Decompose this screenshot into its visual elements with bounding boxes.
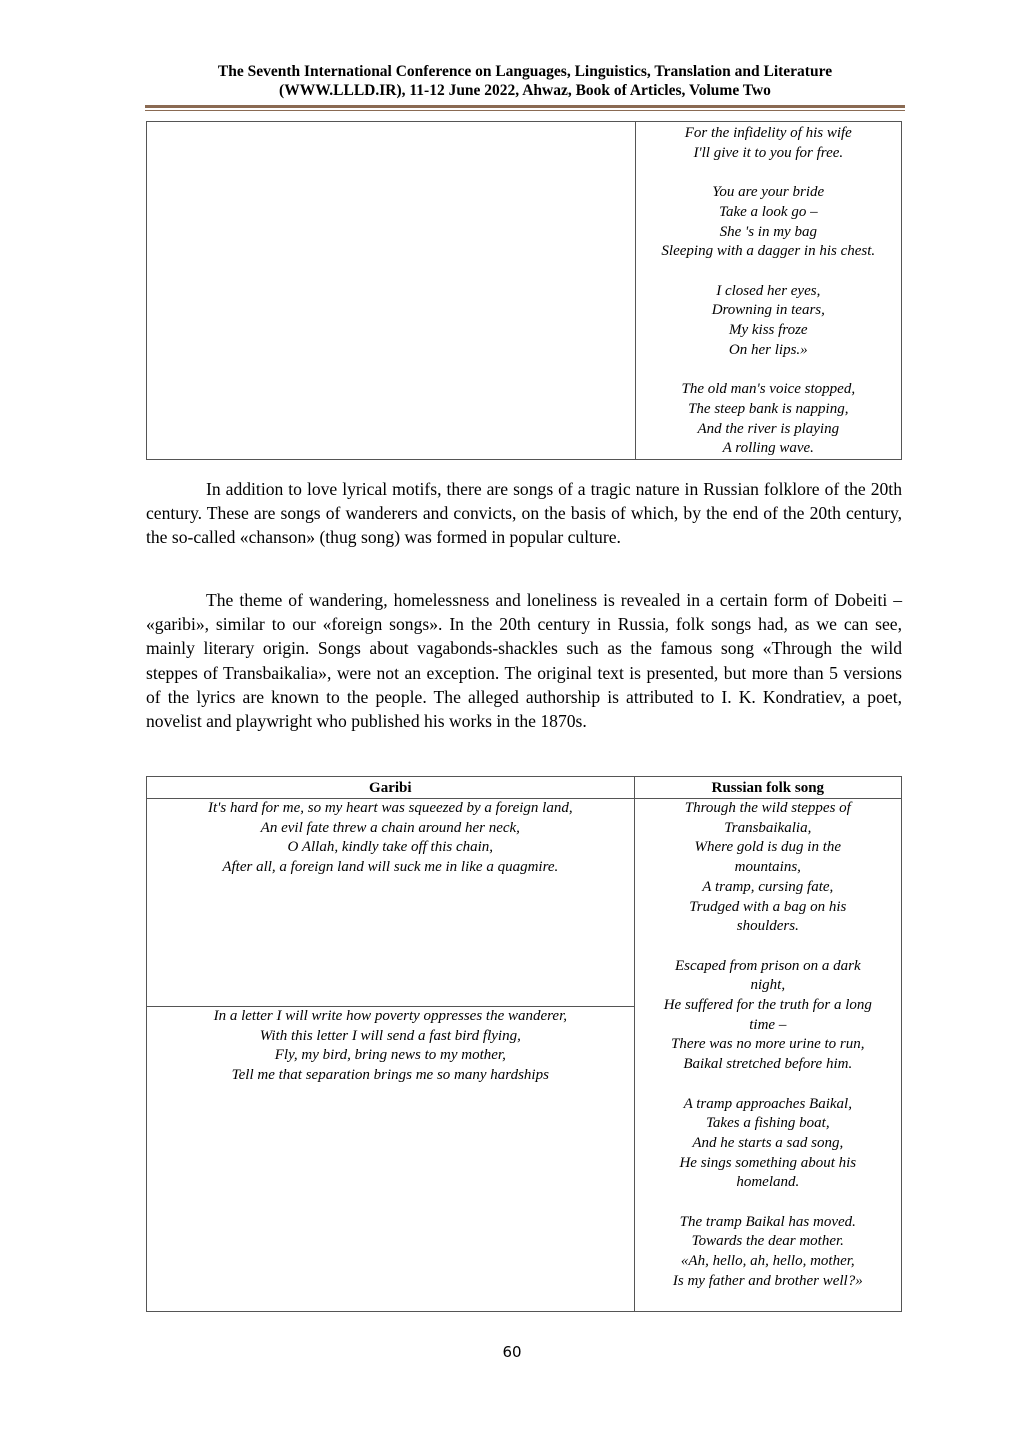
verse-line: An evil fate threw a chain around her neck, (260, 819, 520, 836)
verse-line: Trudged with a bag on his (689, 898, 847, 915)
verse-line: shoulders. (736, 918, 799, 935)
verse-line: Drowning in tears, (711, 302, 825, 319)
garibi-verse-1 (147, 799, 634, 878)
verse-line: Fly, my bird, bring news to my mother, (274, 1047, 506, 1064)
verse-line: A tramp approaches Baikal, (683, 1095, 852, 1112)
stanza (636, 124, 901, 163)
verse-line: With this letter I will send a fast bird flying, (259, 1027, 521, 1044)
header-line-1: The Seventh International Conference on Languages, Linguistics, Translation and Literature (217, 63, 833, 80)
header-line-2: (WWW.LLLD.IR), 11-12 June 2022, Ahwaz, Book of Articles, Volume Two (279, 82, 771, 99)
verse-line: Sleeping with a dagger in his chest. (661, 243, 876, 260)
column-header-russian-folk-song: Russian folk song (634, 777, 901, 799)
poem-table-continued (146, 121, 902, 460)
verse-line: time – (749, 1016, 787, 1033)
verse-line: The tramp Baikal has moved. (679, 1213, 856, 1230)
verse-line: Transbaikalia, (724, 819, 812, 836)
verse-line: In a letter I will write how poverty oppresses the wanderer, (213, 1008, 568, 1024)
verse-line: homeland. (736, 1174, 800, 1191)
verse-line: I'll give it to you for free. (693, 144, 844, 161)
verse-line: Where gold is dug in the (694, 839, 842, 856)
stanza (147, 1007, 634, 1086)
verse-line: And he starts a sad song, (692, 1134, 844, 1151)
verse-line: Takes a fishing boat, (705, 1115, 830, 1132)
poem-stanzas (636, 124, 901, 459)
verse-line: Take a look go – (718, 203, 818, 220)
stanza (636, 380, 901, 459)
folk-song-stanzas (635, 799, 901, 1292)
paragraph-wandering-theme: The theme of wandering, homelessness and loneliness is revealed in a certain form of Dobeiti – «garibi», similar to our «foreign songs». In the 20th century in Russia, folk songs had, as we can see, mainly literary origin. Songs about vagabonds-shackles such as the famous song «Through the wild steppes of Transbaikalia», were not an exception. The original text is presented, but more than 5 versions of the lyrics are known to the people. The alleged authorship is attributed to I. K. Kondratiev, a poet, novelist and playwright who published his works in the 1870s. (146, 590, 902, 732)
stanza (635, 799, 901, 937)
verse-line: She 's in my bag (719, 223, 817, 240)
verse-line: It's hard for me, so my heart was squeezed by a foreign land, (208, 800, 573, 816)
verse-line: He suffered for the truth for a long (663, 997, 872, 1014)
verse-line: He sings something about his (679, 1154, 857, 1171)
poem-cell (635, 122, 901, 460)
verse-line: «Ah, hello, ah, hello, mother, (680, 1253, 855, 1270)
verse-line: For the infidelity of his wife (684, 125, 852, 141)
verse-line: Escaped from prison on a dark (674, 957, 861, 974)
verse-line: And the river is playing (697, 420, 840, 437)
stanza (635, 1213, 901, 1292)
paragraph-tragic-songs: In addition to love lyrical motifs, there are songs of a tragic nature in Russian folklore of the 20th century. These are songs of wanderers and convicts, on the basis of which, by the end of the 20th century, the so-called «chanson» (thug song) was formed in popular culture. (146, 479, 902, 548)
conference-header (145, 62, 905, 100)
header-rule-thick (145, 105, 905, 108)
garibi-verse-2 (147, 1007, 634, 1086)
header-rule-thin (145, 110, 905, 111)
garibi-cell-1 (147, 799, 635, 1007)
verse-line: Towards the dear mother. (691, 1233, 844, 1250)
verse-line: There was no more urine to run, (671, 1036, 865, 1053)
empty-cell (147, 122, 636, 460)
garibi-cell-2 (147, 1007, 635, 1312)
stanza (636, 282, 901, 361)
verse-line: Through the wild steppes of (684, 800, 851, 816)
verse-line: A tramp, cursing fate, (702, 878, 834, 895)
stanza (147, 799, 634, 878)
stanza (635, 957, 901, 1075)
verse-line: On her lips.» (728, 341, 808, 358)
verse-line: You are your bride (712, 184, 825, 201)
verse-line: My kiss froze (728, 322, 808, 338)
verse-line: Baikal stretched before him. (683, 1056, 853, 1073)
page-number: 60 (502, 1343, 522, 1361)
comparison-table (146, 776, 902, 1312)
verse-line: A rolling wave. (722, 440, 814, 457)
verse-line: I closed her eyes, (716, 282, 821, 299)
verse-line: Is my father and brother well?» (672, 1272, 863, 1289)
stanza (636, 183, 901, 262)
folk-song-cell (634, 799, 901, 1312)
column-header-garibi: Garibi (147, 777, 635, 799)
verse-line: Tell me that separation brings me so many hardships (231, 1067, 549, 1084)
verse-line: mountains, (734, 859, 801, 876)
verse-line: The old man's voice stopped, (681, 381, 856, 398)
verse-line: After all, a foreign land will suck me in like a quagmire. (222, 859, 559, 876)
stanza (635, 1095, 901, 1194)
verse-line: night, (750, 977, 786, 994)
verse-line: The steep bank is napping, (688, 400, 849, 417)
verse-line: O Allah, kindly take off this chain, (287, 839, 494, 856)
